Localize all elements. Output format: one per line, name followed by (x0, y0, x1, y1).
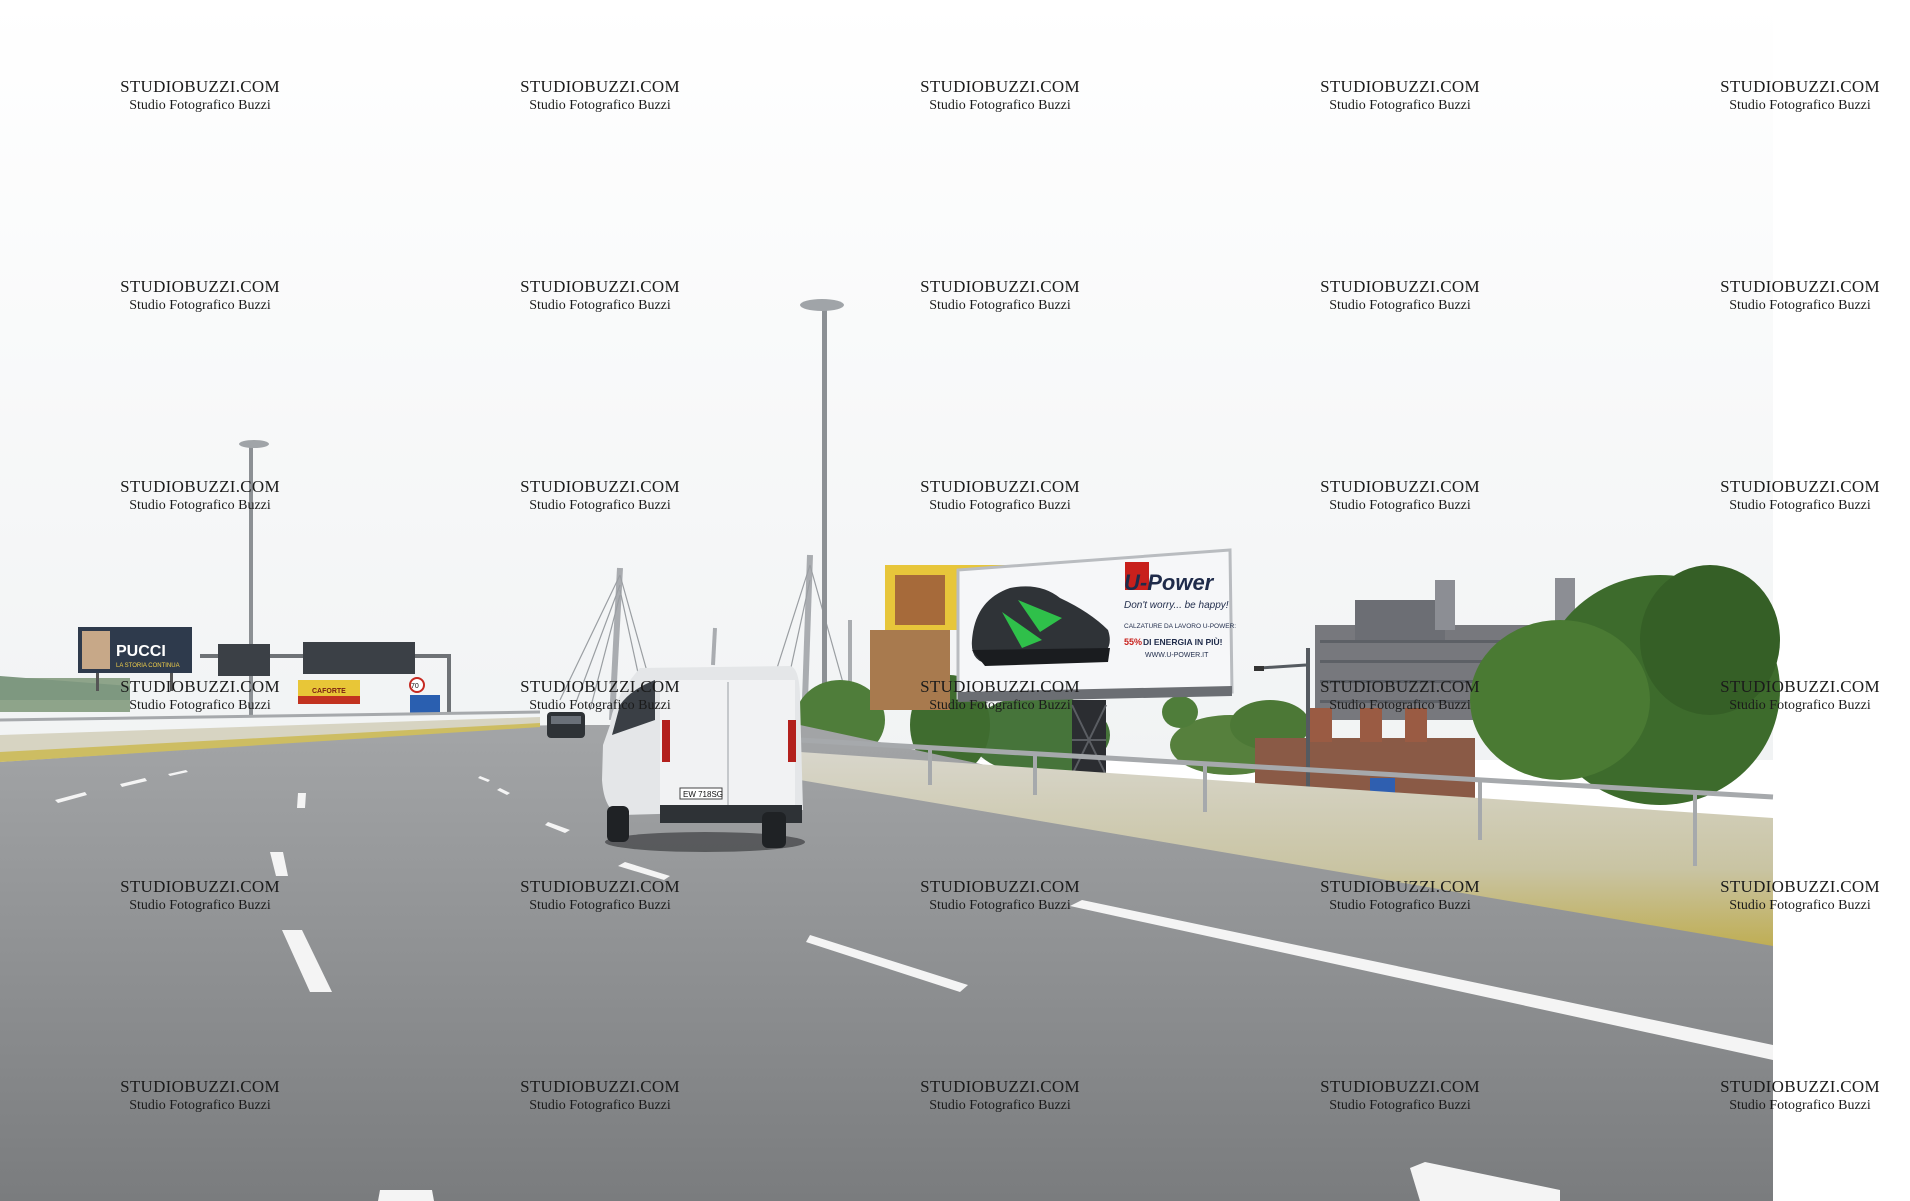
watermark-line1: STUDIOBUZZI.COM (520, 1077, 680, 1096)
watermark (490, 678, 710, 713)
watermark-line1: STUDIOBUZZI.COM (920, 877, 1080, 896)
upower-energy: DI ENERGIA IN PIÙ! (1143, 637, 1223, 647)
watermark-line1: STUDIOBUZZI.COM (1720, 277, 1880, 296)
watermark-line2: Studio Fotografico Buzzi (1729, 897, 1871, 913)
watermark-line2: Studio Fotografico Buzzi (129, 497, 271, 513)
watermark-line2: Studio Fotografico Buzzi (129, 1097, 271, 1113)
watermark-line1: STUDIOBUZZI.COM (520, 477, 680, 496)
watermark-line2: Studio Fotografico Buzzi (929, 1097, 1071, 1113)
watermark-line1: STUDIOBUZZI.COM (520, 677, 680, 696)
watermark-line2: Studio Fotografico Buzzi (929, 497, 1071, 513)
watermark-line2: Studio Fotografico Buzzi (1729, 497, 1871, 513)
watermark (890, 478, 1110, 513)
upower-brand: U-Power (1124, 570, 1214, 595)
speed-value: 70 (411, 683, 419, 690)
watermark (490, 78, 710, 113)
upower-tagline: Don't worry... be happy! (1124, 600, 1229, 611)
watermark-line1: STUDIOBUZZI.COM (1720, 477, 1880, 496)
watermark-line2: Studio Fotografico Buzzi (929, 297, 1071, 313)
upower-url: WWW.U-POWER.IT (1145, 652, 1209, 659)
pucci-sub: LA STORIA CONTINUA (116, 663, 180, 669)
watermark (90, 78, 310, 113)
watermark-line1: STUDIOBUZZI.COM (1320, 1077, 1480, 1096)
watermark (490, 478, 710, 513)
watermark-line2: Studio Fotografico Buzzi (1329, 1097, 1471, 1113)
watermark-line1: STUDIOBUZZI.COM (120, 277, 280, 296)
watermark-line1: STUDIOBUZZI.COM (920, 1077, 1080, 1096)
watermark-line1: STUDIOBUZZI.COM (120, 1077, 280, 1096)
watermark (890, 78, 1110, 113)
watermark (90, 878, 310, 913)
watermark-line2: Studio Fotografico Buzzi (529, 97, 671, 113)
watermark (890, 878, 1110, 913)
watermark-line2: Studio Fotografico Buzzi (1729, 1097, 1871, 1113)
watermark-line2: Studio Fotografico Buzzi (1729, 697, 1871, 713)
watermark-line1: STUDIOBUZZI.COM (920, 677, 1080, 696)
watermark-line1: STUDIOBUZZI.COM (920, 77, 1080, 96)
watermark-line2: Studio Fotografico Buzzi (129, 697, 271, 713)
watermark-line2: Studio Fotografico Buzzi (529, 697, 671, 713)
watermark-line2: Studio Fotografico Buzzi (529, 297, 671, 313)
watermark (1290, 678, 1510, 713)
small-billboard-text: CAFORTE (312, 688, 346, 695)
watermark (1690, 678, 1910, 713)
watermark-line1: STUDIOBUZZI.COM (120, 477, 280, 496)
watermark-line1: STUDIOBUZZI.COM (1720, 1077, 1880, 1096)
watermark-line1: STUDIOBUZZI.COM (1320, 477, 1480, 496)
watermark-line1: STUDIOBUZZI.COM (1720, 77, 1880, 96)
upower-percent: 55% (1124, 637, 1143, 647)
watermark-line2: Studio Fotografico Buzzi (929, 697, 1071, 713)
watermark (1290, 278, 1510, 313)
watermark (890, 278, 1110, 313)
watermark-line2: Studio Fotografico Buzzi (529, 1097, 671, 1113)
watermark-line2: Studio Fotografico Buzzi (1329, 497, 1471, 513)
watermark (1690, 478, 1910, 513)
pucci-brand: PUCCI (116, 643, 166, 660)
watermark-line1: STUDIOBUZZI.COM (1720, 877, 1880, 896)
watermark (890, 678, 1110, 713)
watermark-line2: Studio Fotografico Buzzi (529, 497, 671, 513)
watermark (1290, 1078, 1510, 1113)
watermark-line2: Studio Fotografico Buzzi (1729, 97, 1871, 113)
watermark-line1: STUDIOBUZZI.COM (1320, 77, 1480, 96)
watermark-line1: STUDIOBUZZI.COM (1320, 877, 1480, 896)
watermark-line1: STUDIOBUZZI.COM (920, 477, 1080, 496)
watermark (1290, 78, 1510, 113)
watermark-line2: Studio Fotografico Buzzi (129, 97, 271, 113)
watermark-line1: STUDIOBUZZI.COM (1320, 277, 1480, 296)
watermark (1690, 878, 1910, 913)
watermark (1290, 878, 1510, 913)
watermark (90, 1078, 310, 1113)
watermark-line1: STUDIOBUZZI.COM (120, 77, 280, 96)
watermark-line2: Studio Fotografico Buzzi (1729, 297, 1871, 313)
watermark-line2: Studio Fotografico Buzzi (529, 897, 671, 913)
watermark-line1: STUDIOBUZZI.COM (520, 877, 680, 896)
watermark-line2: Studio Fotografico Buzzi (1329, 697, 1471, 713)
watermark (90, 678, 310, 713)
watermark (490, 878, 710, 913)
watermark-line1: STUDIOBUZZI.COM (120, 877, 280, 896)
watermark (1690, 278, 1910, 313)
watermark-line2: Studio Fotografico Buzzi (1329, 897, 1471, 913)
watermark-line1: STUDIOBUZZI.COM (520, 77, 680, 96)
watermark (90, 278, 310, 313)
watermark (1690, 78, 1910, 113)
upower-line1: CALZATURE DA LAVORO U-POWER: (1124, 623, 1237, 630)
watermark (90, 478, 310, 513)
watermark (1690, 1078, 1910, 1113)
watermark (490, 278, 710, 313)
watermark-line2: Studio Fotografico Buzzi (929, 97, 1071, 113)
distant-car (547, 712, 585, 738)
watermark-line2: Studio Fotografico Buzzi (929, 897, 1071, 913)
watermark-line1: STUDIOBUZZI.COM (120, 677, 280, 696)
watermark-line2: Studio Fotografico Buzzi (129, 897, 271, 913)
watermark-line1: STUDIOBUZZI.COM (520, 277, 680, 296)
watermark-line2: Studio Fotografico Buzzi (129, 297, 271, 313)
watermark-line2: Studio Fotografico Buzzi (1329, 97, 1471, 113)
watermark-line1: STUDIOBUZZI.COM (1720, 677, 1880, 696)
watermark-line2: Studio Fotografico Buzzi (1329, 297, 1471, 313)
van-license-plate: EW 718SG (683, 790, 724, 799)
watermark-line1: STUDIOBUZZI.COM (1320, 677, 1480, 696)
watermark (490, 1078, 710, 1113)
watermark (890, 1078, 1110, 1113)
watermark (1290, 478, 1510, 513)
watermark-line1: STUDIOBUZZI.COM (920, 277, 1080, 296)
